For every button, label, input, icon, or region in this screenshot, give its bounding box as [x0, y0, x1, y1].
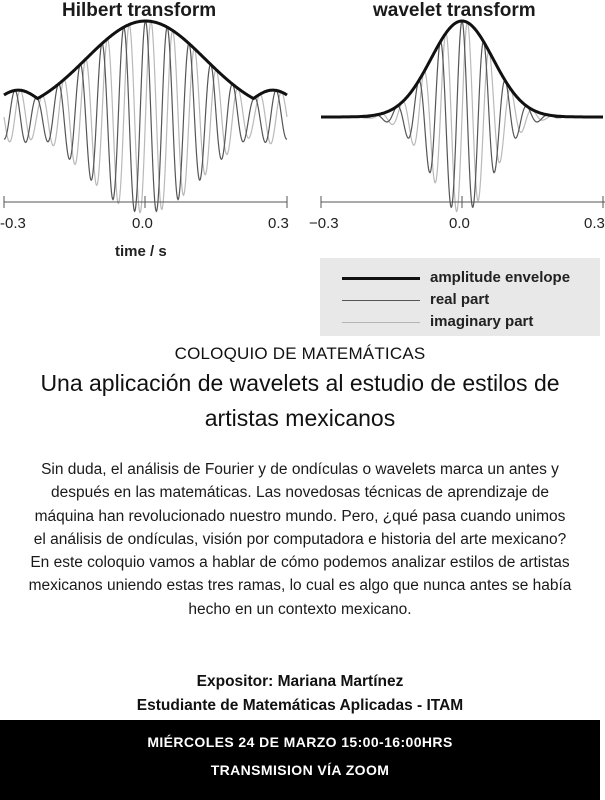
amplitude-envelope-curve — [4, 21, 287, 99]
right-tick-neg: −0.3 — [309, 215, 339, 232]
left-tick-pos: 0.3 — [268, 215, 289, 232]
right-x-axis — [321, 196, 605, 208]
speaker-name: Expositor: Mariana Martínez — [196, 673, 404, 690]
left-tick-neg: -0.3 — [0, 215, 26, 232]
legend-label-envelope: amplitude envelope — [430, 269, 571, 286]
right-tick-pos: 0.3 — [584, 215, 605, 232]
event-abstract: Sin duda, el análisis de Fourier y de ondículas o wavelets marca un antes y después en las matemáticas. Las novedosas técnicas de aprendizaje de máquina han revolucionado nuestro mundo. Pero, ¿qué pasa cuando unimos el análisis de ondículas, visión por computadora e historia del arte mexicano? En este coloquio vamos a hablar de cómo podemos analizar estilos de artistas mexicanos uniendo estas tres ramas, lo cual es algo que nunca antes se había hecho en un contexto mexicano. — [28, 461, 572, 618]
event-datetime: MIÉRCOLES 24 DE MARZO 15:00-16:00HRS — [147, 734, 453, 750]
hilbert-panel-title: Hilbert transform — [62, 0, 217, 21]
legend-label-real: real part — [430, 291, 490, 308]
legend-label-imaginary: imaginary part — [430, 313, 534, 330]
x-axis-label: time / s — [115, 243, 167, 260]
legend-item-imaginary — [320, 312, 600, 334]
wavelet-figure — [0, 0, 605, 340]
waveform-plots — [0, 0, 600, 260]
left-tick-zero: 0.0 — [132, 215, 153, 232]
wavelet-plot — [321, 21, 603, 212]
right-tick-zero: 0.0 — [449, 215, 470, 232]
speaker-block — [0, 670, 600, 718]
event-title: Una aplicación de wavelets al estudio de estilos de artistas mexicanos — [40, 370, 560, 431]
legend-item-real — [320, 290, 600, 312]
event-kicker: COLOQUIO DE MATEMÁTICAS — [174, 344, 426, 363]
legend-item-envelope — [320, 268, 600, 290]
hilbert-plot — [4, 21, 287, 213]
legend — [320, 258, 600, 336]
speaker-affiliation: Estudiante de Matemáticas Aplicadas - ITAM — [136, 697, 464, 714]
event-venue: TRANSMISION VÍA ZOOM — [210, 762, 390, 778]
imaginary-part-curve — [4, 21, 287, 212]
left-x-axis — [4, 196, 287, 208]
footer-banner — [0, 720, 600, 800]
wavelet-panel-title: wavelet transform — [373, 0, 536, 21]
